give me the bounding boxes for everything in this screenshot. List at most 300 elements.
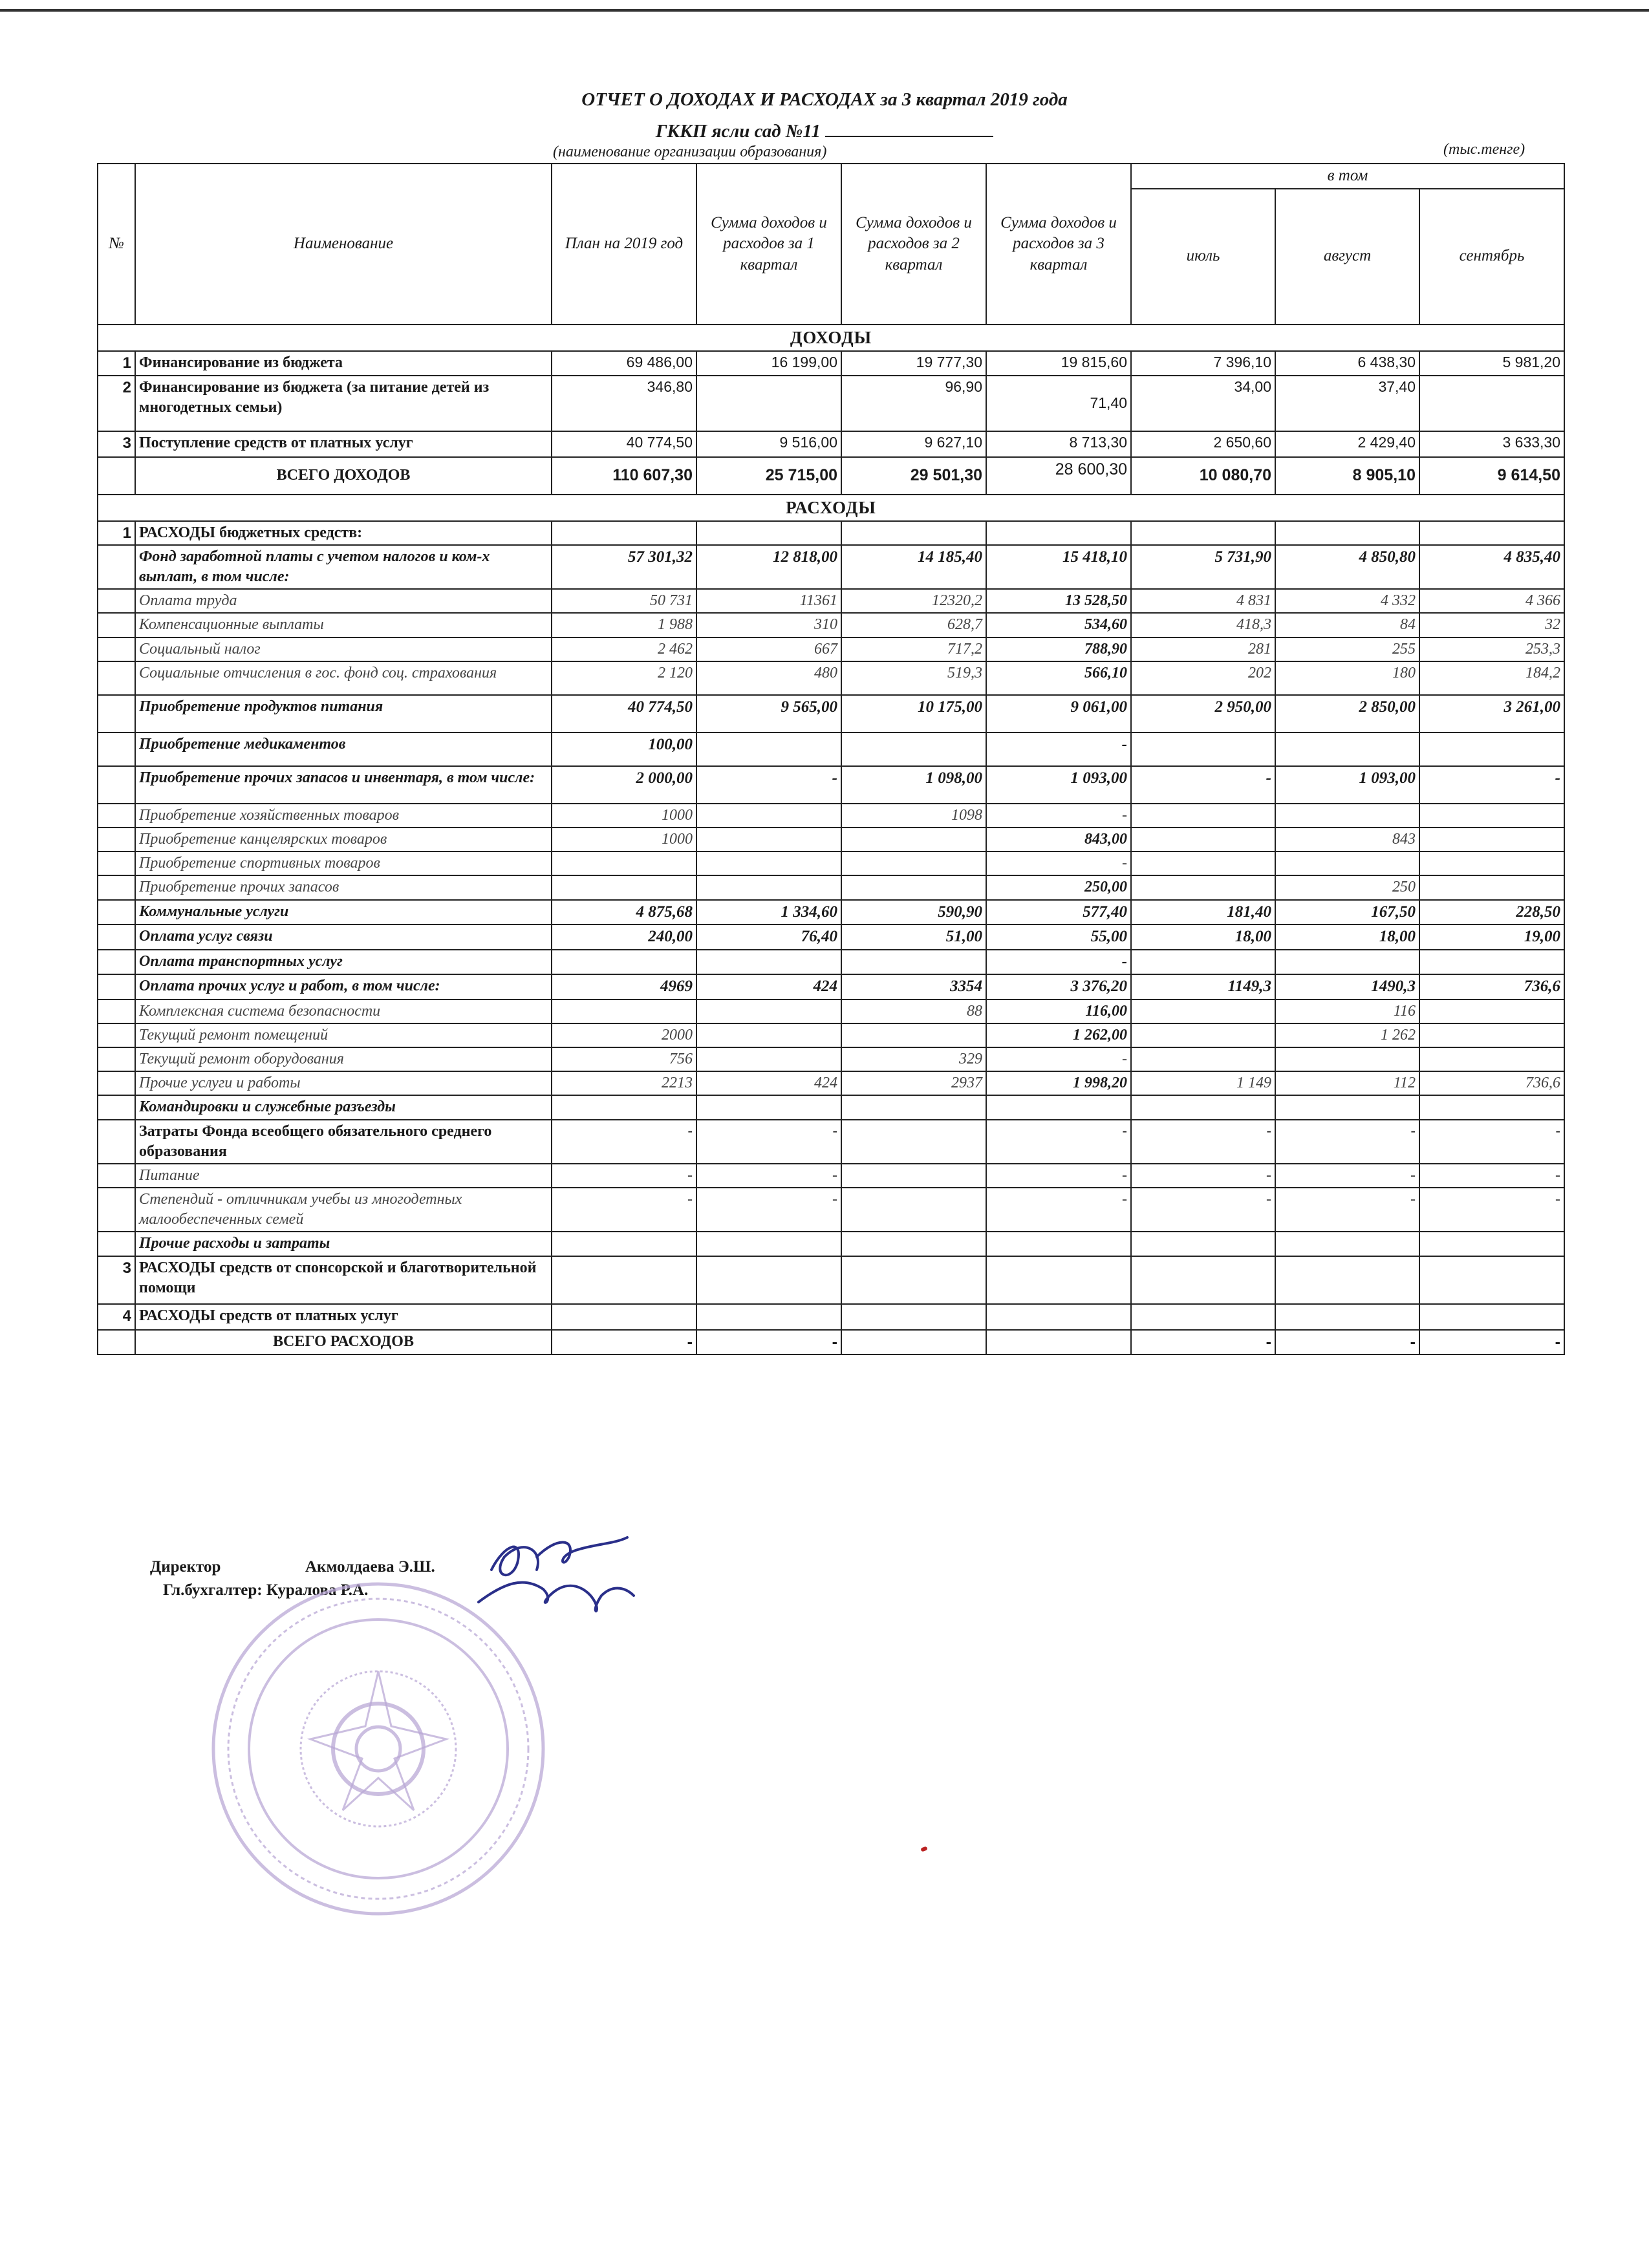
table-row <box>98 766 1564 804</box>
cell-august: 250 <box>1275 875 1419 899</box>
table-row <box>98 351 1564 376</box>
cell-q1: 424 <box>696 1071 841 1095</box>
cell-september <box>1419 1000 1564 1023</box>
row-name: Фонд заработной платы с учетом налогов и ком-х выплат, в том числе: <box>135 545 552 589</box>
row-num <box>98 900 135 925</box>
cell-august: 1 262 <box>1275 1023 1419 1047</box>
cell-q1 <box>696 1095 841 1119</box>
cell-q1: 480 <box>696 661 841 695</box>
cell-september: 736,6 <box>1419 974 1564 1000</box>
cell-september <box>1419 521 1564 545</box>
row-num: 1 <box>98 351 135 376</box>
table-row <box>98 613 1564 637</box>
cell-plan: 2213 <box>552 1071 696 1095</box>
table-row <box>98 1188 1564 1232</box>
cell-july <box>1131 1095 1275 1119</box>
row-num <box>98 637 135 661</box>
cell-september: 9 614,50 <box>1419 457 1564 495</box>
cell-july: - <box>1131 766 1275 804</box>
cell-september: 736,6 <box>1419 1071 1564 1095</box>
cell-august <box>1275 1304 1419 1330</box>
row-name: Текущий ремонт оборудования <box>135 1047 552 1071</box>
table-row <box>98 1232 1564 1256</box>
cell-q1 <box>696 733 841 766</box>
cell-q1: - <box>696 1330 841 1355</box>
cell-q2: 19 777,30 <box>841 351 986 376</box>
cell-q3 <box>986 1330 1131 1355</box>
cell-q3: 566,10 <box>986 661 1131 695</box>
cell-plan: 240,00 <box>552 925 696 950</box>
cell-q2: 3354 <box>841 974 986 1000</box>
cell-q2: 1098 <box>841 804 986 828</box>
org-note: (наименование организации образования) <box>553 144 827 160</box>
row-num <box>98 661 135 695</box>
cell-q1: 667 <box>696 637 841 661</box>
cell-july <box>1131 521 1275 545</box>
cell-q3: 577,40 <box>986 900 1131 925</box>
col-header-num: № <box>98 164 135 325</box>
cell-august: 116 <box>1275 1000 1419 1023</box>
table-row <box>98 521 1564 545</box>
cell-july: 418,3 <box>1131 613 1275 637</box>
cell-august: 84 <box>1275 613 1419 637</box>
cell-plan: - <box>552 1188 696 1232</box>
cell-plan: 1 988 <box>552 613 696 637</box>
cell-q3: 13 528,50 <box>986 589 1131 613</box>
ink-mark <box>920 1846 927 1852</box>
cell-q1: 76,40 <box>696 925 841 950</box>
cell-august: 4 850,80 <box>1275 545 1419 589</box>
cell-july: - <box>1131 1164 1275 1188</box>
cell-q2: 519,3 <box>841 661 986 695</box>
director-label: Директор <box>150 1558 221 1576</box>
table-row <box>98 695 1564 733</box>
cell-july <box>1131 950 1275 975</box>
row-num: 3 <box>98 431 135 457</box>
cell-august: 1 093,00 <box>1275 766 1419 804</box>
row-name: Питание <box>135 1164 552 1188</box>
cell-q3: - <box>986 950 1131 975</box>
cell-august <box>1275 733 1419 766</box>
row-name: Приобретение прочих запасов <box>135 875 552 899</box>
cell-plan: - <box>552 1120 696 1164</box>
cell-july: 5 731,90 <box>1131 545 1275 589</box>
cell-plan: 50 731 <box>552 589 696 613</box>
cell-august: 4 332 <box>1275 589 1419 613</box>
row-name: Командировки и служебные разъезды <box>135 1095 552 1119</box>
cell-august <box>1275 804 1419 828</box>
cell-plan: 2 120 <box>552 661 696 695</box>
col-header-july: июль <box>1131 189 1275 325</box>
cell-july: 1 149 <box>1131 1071 1275 1095</box>
table-row <box>98 1000 1564 1023</box>
cell-q1: 1 334,60 <box>696 900 841 925</box>
cell-q1 <box>696 804 841 828</box>
row-num <box>98 457 135 495</box>
cell-august: 8 905,10 <box>1275 457 1419 495</box>
col-header-plan: План на 2019 год <box>552 164 696 325</box>
cell-plan: 2000 <box>552 1023 696 1047</box>
row-num <box>98 545 135 589</box>
table-row <box>98 431 1564 457</box>
report-title: ОТЧЕТ О ДОХОДАХ И РАСХОДАХ за 3 квартал 2019 года <box>581 89 1068 110</box>
cell-july: 181,40 <box>1131 900 1275 925</box>
cell-july <box>1131 828 1275 851</box>
table-row <box>98 376 1564 431</box>
cell-september: - <box>1419 1330 1564 1355</box>
cell-plan <box>552 875 696 899</box>
cell-september: 253,3 <box>1419 637 1564 661</box>
accountant-label: Гл.бухгалтер: <box>163 1581 263 1599</box>
cell-plan: 2 462 <box>552 637 696 661</box>
cell-q3: 843,00 <box>986 828 1131 851</box>
cell-july: - <box>1131 1188 1275 1232</box>
row-num <box>98 1047 135 1071</box>
cell-july <box>1131 1000 1275 1023</box>
cell-q2: 2937 <box>841 1071 986 1095</box>
cell-q3: 55,00 <box>986 925 1131 950</box>
income-total-row <box>98 457 1564 495</box>
cell-september <box>1419 804 1564 828</box>
cell-q3: 9 061,00 <box>986 695 1131 733</box>
row-name: Финансирование из бюджета (за питание детей из многодетных семьи) <box>135 376 552 431</box>
cell-august: 2 429,40 <box>1275 431 1419 457</box>
col-header-q3: Сумма доходов и расходов за 3 квартал <box>986 164 1131 325</box>
cell-q2: 96,90 <box>841 376 986 431</box>
director-name: Акмолдаева Э.Ш. <box>305 1558 435 1576</box>
report-table <box>97 163 1565 1355</box>
table-row <box>98 1095 1564 1119</box>
cell-plan: 756 <box>552 1047 696 1071</box>
org-blank-line <box>825 119 993 137</box>
row-num <box>98 766 135 804</box>
table-row <box>98 851 1564 875</box>
cell-august: 255 <box>1275 637 1419 661</box>
cell-q1: 25 715,00 <box>696 457 841 495</box>
row-num: 1 <box>98 521 135 545</box>
row-num <box>98 1023 135 1047</box>
row-num <box>98 925 135 950</box>
cell-q1 <box>696 1232 841 1256</box>
cell-september: 4 835,40 <box>1419 545 1564 589</box>
row-name: РАСХОДЫ бюджетных средств: <box>135 521 552 545</box>
cell-q2 <box>841 1330 986 1355</box>
cell-plan <box>552 1232 696 1256</box>
cell-q3: 28 600,30 <box>986 457 1131 495</box>
cell-september: 228,50 <box>1419 900 1564 925</box>
cell-august <box>1275 1256 1419 1304</box>
table-row <box>98 1120 1564 1164</box>
cell-september <box>1419 733 1564 766</box>
cell-july <box>1131 1023 1275 1047</box>
cell-september <box>1419 1047 1564 1071</box>
org-name: ГККП ясли сад №11 <box>655 121 821 142</box>
cell-q1 <box>696 376 841 431</box>
cell-july: - <box>1131 1120 1275 1164</box>
row-num <box>98 1188 135 1232</box>
row-name: Компенсационные выплаты <box>135 613 552 637</box>
cell-plan: 4969 <box>552 974 696 1000</box>
col-header-september: сентябрь <box>1419 189 1564 325</box>
cell-q3: 1 093,00 <box>986 766 1131 804</box>
cell-q2 <box>841 950 986 975</box>
cell-plan: 100,00 <box>552 733 696 766</box>
cell-july: 4 831 <box>1131 589 1275 613</box>
table-row <box>98 875 1564 899</box>
cell-q2 <box>841 1164 986 1188</box>
row-name: Социальный налог <box>135 637 552 661</box>
cell-q2: 717,2 <box>841 637 986 661</box>
cell-q3: 534,60 <box>986 613 1131 637</box>
table-row <box>98 1304 1564 1330</box>
row-name: Финансирование из бюджета <box>135 351 552 376</box>
cell-plan <box>552 1256 696 1304</box>
cell-q3 <box>986 1304 1131 1330</box>
cell-september <box>1419 1256 1564 1304</box>
cell-q3 <box>986 1256 1131 1304</box>
row-name: Коммунальные услуги <box>135 900 552 925</box>
row-num <box>98 974 135 1000</box>
cell-august: - <box>1275 1188 1419 1232</box>
cell-september: 3 261,00 <box>1419 695 1564 733</box>
cell-q2 <box>841 1256 986 1304</box>
row-name: Оплата прочих услуг и работ, в том числе: <box>135 974 552 1000</box>
cell-q1 <box>696 950 841 975</box>
row-num <box>98 1164 135 1188</box>
table-row <box>98 1071 1564 1095</box>
table-row <box>98 828 1564 851</box>
cell-q3: - <box>986 1047 1131 1071</box>
cell-september: 4 366 <box>1419 589 1564 613</box>
cell-august: 18,00 <box>1275 925 1419 950</box>
row-name: Приобретение хозяйственных товаров <box>135 804 552 828</box>
row-num <box>98 1071 135 1095</box>
cell-q3: 71,40 <box>986 376 1131 431</box>
cell-q2 <box>841 1232 986 1256</box>
unit-note: (тыс.тенге) <box>1443 141 1525 158</box>
cell-september: - <box>1419 1120 1564 1164</box>
cell-q3: 1 262,00 <box>986 1023 1131 1047</box>
row-name: Приобретение продуктов питания <box>135 695 552 733</box>
cell-august: 180 <box>1275 661 1419 695</box>
cell-august: 37,40 <box>1275 376 1419 431</box>
row-name: Поступление средств от платных услуг <box>135 431 552 457</box>
table-row <box>98 637 1564 661</box>
cell-august <box>1275 1047 1419 1071</box>
cell-q3: 19 815,60 <box>986 351 1131 376</box>
cell-september: 3 633,30 <box>1419 431 1564 457</box>
row-name: Оплата транспортных услуг <box>135 950 552 975</box>
row-num: 4 <box>98 1304 135 1330</box>
row-name: Текущий ремонт помещений <box>135 1023 552 1047</box>
section-expense-row <box>98 495 1564 521</box>
cell-september <box>1419 1095 1564 1119</box>
table-row <box>98 804 1564 828</box>
table-row <box>98 661 1564 695</box>
row-name: Затраты Фонда всеобщего обязательного среднего образования <box>135 1120 552 1164</box>
row-name: Приобретение спортивных товаров <box>135 851 552 875</box>
cell-september <box>1419 376 1564 431</box>
cell-plan: 1000 <box>552 804 696 828</box>
cell-july <box>1131 1304 1275 1330</box>
cell-august <box>1275 950 1419 975</box>
table-row <box>98 1256 1564 1304</box>
cell-q2: 1 098,00 <box>841 766 986 804</box>
cell-plan: 57 301,32 <box>552 545 696 589</box>
cell-q1 <box>696 1304 841 1330</box>
row-name: РАСХОДЫ средств от платных услуг <box>135 1304 552 1330</box>
cell-q2: 12320,2 <box>841 589 986 613</box>
row-num <box>98 1232 135 1256</box>
row-name: ВСЕГО ДОХОДОВ <box>135 457 552 495</box>
row-name: РАСХОДЫ средств от спонсорской и благотворительной помощи <box>135 1256 552 1304</box>
cell-plan: 346,80 <box>552 376 696 431</box>
row-num <box>98 733 135 766</box>
cell-q2 <box>841 521 986 545</box>
cell-q3 <box>986 521 1131 545</box>
cell-august: 167,50 <box>1275 900 1419 925</box>
row-num <box>98 950 135 975</box>
row-name: Приобретение прочих запасов и инвентаря, в том числе: <box>135 766 552 804</box>
row-num: 3 <box>98 1256 135 1304</box>
col-header-group: в том <box>1131 164 1564 189</box>
cell-august: - <box>1275 1120 1419 1164</box>
col-header-august: август <box>1275 189 1419 325</box>
cell-september <box>1419 851 1564 875</box>
row-name: Оплата услуг связи <box>135 925 552 950</box>
cell-august <box>1275 1232 1419 1256</box>
table-row <box>98 545 1564 589</box>
cell-q3: 116,00 <box>986 1000 1131 1023</box>
row-num: 2 <box>98 376 135 431</box>
row-name: Прочие услуги и работы <box>135 1071 552 1095</box>
table-row <box>98 950 1564 975</box>
cell-september <box>1419 950 1564 975</box>
cell-august <box>1275 521 1419 545</box>
expense-total-row <box>98 1330 1564 1355</box>
cell-plan: 40 774,50 <box>552 431 696 457</box>
row-name: Комплексная система безопасности <box>135 1000 552 1023</box>
cell-september: - <box>1419 766 1564 804</box>
cell-q2 <box>841 1188 986 1232</box>
cell-plan: 69 486,00 <box>552 351 696 376</box>
cell-september: 32 <box>1419 613 1564 637</box>
cell-plan: 110 607,30 <box>552 457 696 495</box>
cell-q2 <box>841 1120 986 1164</box>
cell-september <box>1419 828 1564 851</box>
row-num <box>98 613 135 637</box>
cell-september: - <box>1419 1164 1564 1188</box>
cell-q2 <box>841 851 986 875</box>
row-name: Оплата труда <box>135 589 552 613</box>
row-name: Социальные отчисления в гос. фонд соц. страхования <box>135 661 552 695</box>
cell-q2: 88 <box>841 1000 986 1023</box>
cell-august: - <box>1275 1164 1419 1188</box>
cell-plan <box>552 1304 696 1330</box>
cell-august <box>1275 851 1419 875</box>
cell-september <box>1419 875 1564 899</box>
cell-september: - <box>1419 1188 1564 1232</box>
row-num <box>98 1095 135 1119</box>
row-name: Прочие расходы и затраты <box>135 1232 552 1256</box>
section-income-title: ДОХОДЫ <box>98 325 1564 351</box>
cell-july: 2 650,60 <box>1131 431 1275 457</box>
cell-q3: 8 713,30 <box>986 431 1131 457</box>
table-row <box>98 925 1564 950</box>
cell-july: - <box>1131 1330 1275 1355</box>
cell-q3 <box>986 1095 1131 1119</box>
cell-july: 7 396,10 <box>1131 351 1275 376</box>
cell-q1 <box>696 1256 841 1304</box>
cell-plan <box>552 1095 696 1119</box>
cell-q3: 3 376,20 <box>986 974 1131 1000</box>
cell-plan <box>552 521 696 545</box>
cell-q3: 1 998,20 <box>986 1071 1131 1095</box>
cell-july <box>1131 851 1275 875</box>
cell-july <box>1131 875 1275 899</box>
cell-september: 184,2 <box>1419 661 1564 695</box>
cell-q2 <box>841 875 986 899</box>
cell-q1 <box>696 1000 841 1023</box>
cell-q2: 628,7 <box>841 613 986 637</box>
cell-august: 2 850,00 <box>1275 695 1419 733</box>
cell-q2: 51,00 <box>841 925 986 950</box>
cell-july <box>1131 804 1275 828</box>
cell-q2 <box>841 733 986 766</box>
cell-july: 202 <box>1131 661 1275 695</box>
cell-q3: - <box>986 804 1131 828</box>
cell-july <box>1131 1047 1275 1071</box>
table-row <box>98 1047 1564 1071</box>
row-name: Приобретение медикаментов <box>135 733 552 766</box>
col-header-name: Наименование <box>135 164 552 325</box>
table-row <box>98 974 1564 1000</box>
row-num <box>98 589 135 613</box>
cell-q1: 9 516,00 <box>696 431 841 457</box>
cell-q2 <box>841 1095 986 1119</box>
cell-july: 2 950,00 <box>1131 695 1275 733</box>
cell-august: - <box>1275 1330 1419 1355</box>
cell-q1: 16 199,00 <box>696 351 841 376</box>
cell-q2: 29 501,30 <box>841 457 986 495</box>
cell-september <box>1419 1232 1564 1256</box>
cell-q3: 15 418,10 <box>986 545 1131 589</box>
table-row <box>98 589 1564 613</box>
table-row <box>98 1164 1564 1188</box>
cell-plan: 2 000,00 <box>552 766 696 804</box>
cell-q1: 9 565,00 <box>696 695 841 733</box>
cell-q3: 788,90 <box>986 637 1131 661</box>
row-name: Приобретение канцелярских товаров <box>135 828 552 851</box>
cell-q2 <box>841 1023 986 1047</box>
row-name: Степендий - отличникам учебы из многодетных малообеспеченных семей <box>135 1188 552 1232</box>
cell-q1 <box>696 521 841 545</box>
cell-q1: - <box>696 1188 841 1232</box>
accountant-name: Куралова Р.А. <box>266 1581 369 1599</box>
col-header-q1: Сумма доходов и расходов за 1 квартал <box>696 164 841 325</box>
cell-july <box>1131 1256 1275 1304</box>
cell-q1 <box>696 851 841 875</box>
cell-q2: 9 627,10 <box>841 431 986 457</box>
cell-q2: 14 185,40 <box>841 545 986 589</box>
table-row <box>98 733 1564 766</box>
cell-august: 6 438,30 <box>1275 351 1419 376</box>
table-row <box>98 1023 1564 1047</box>
cell-q3 <box>986 1232 1131 1256</box>
cell-plan: - <box>552 1164 696 1188</box>
cell-september: 5 981,20 <box>1419 351 1564 376</box>
cell-q1: - <box>696 1164 841 1188</box>
